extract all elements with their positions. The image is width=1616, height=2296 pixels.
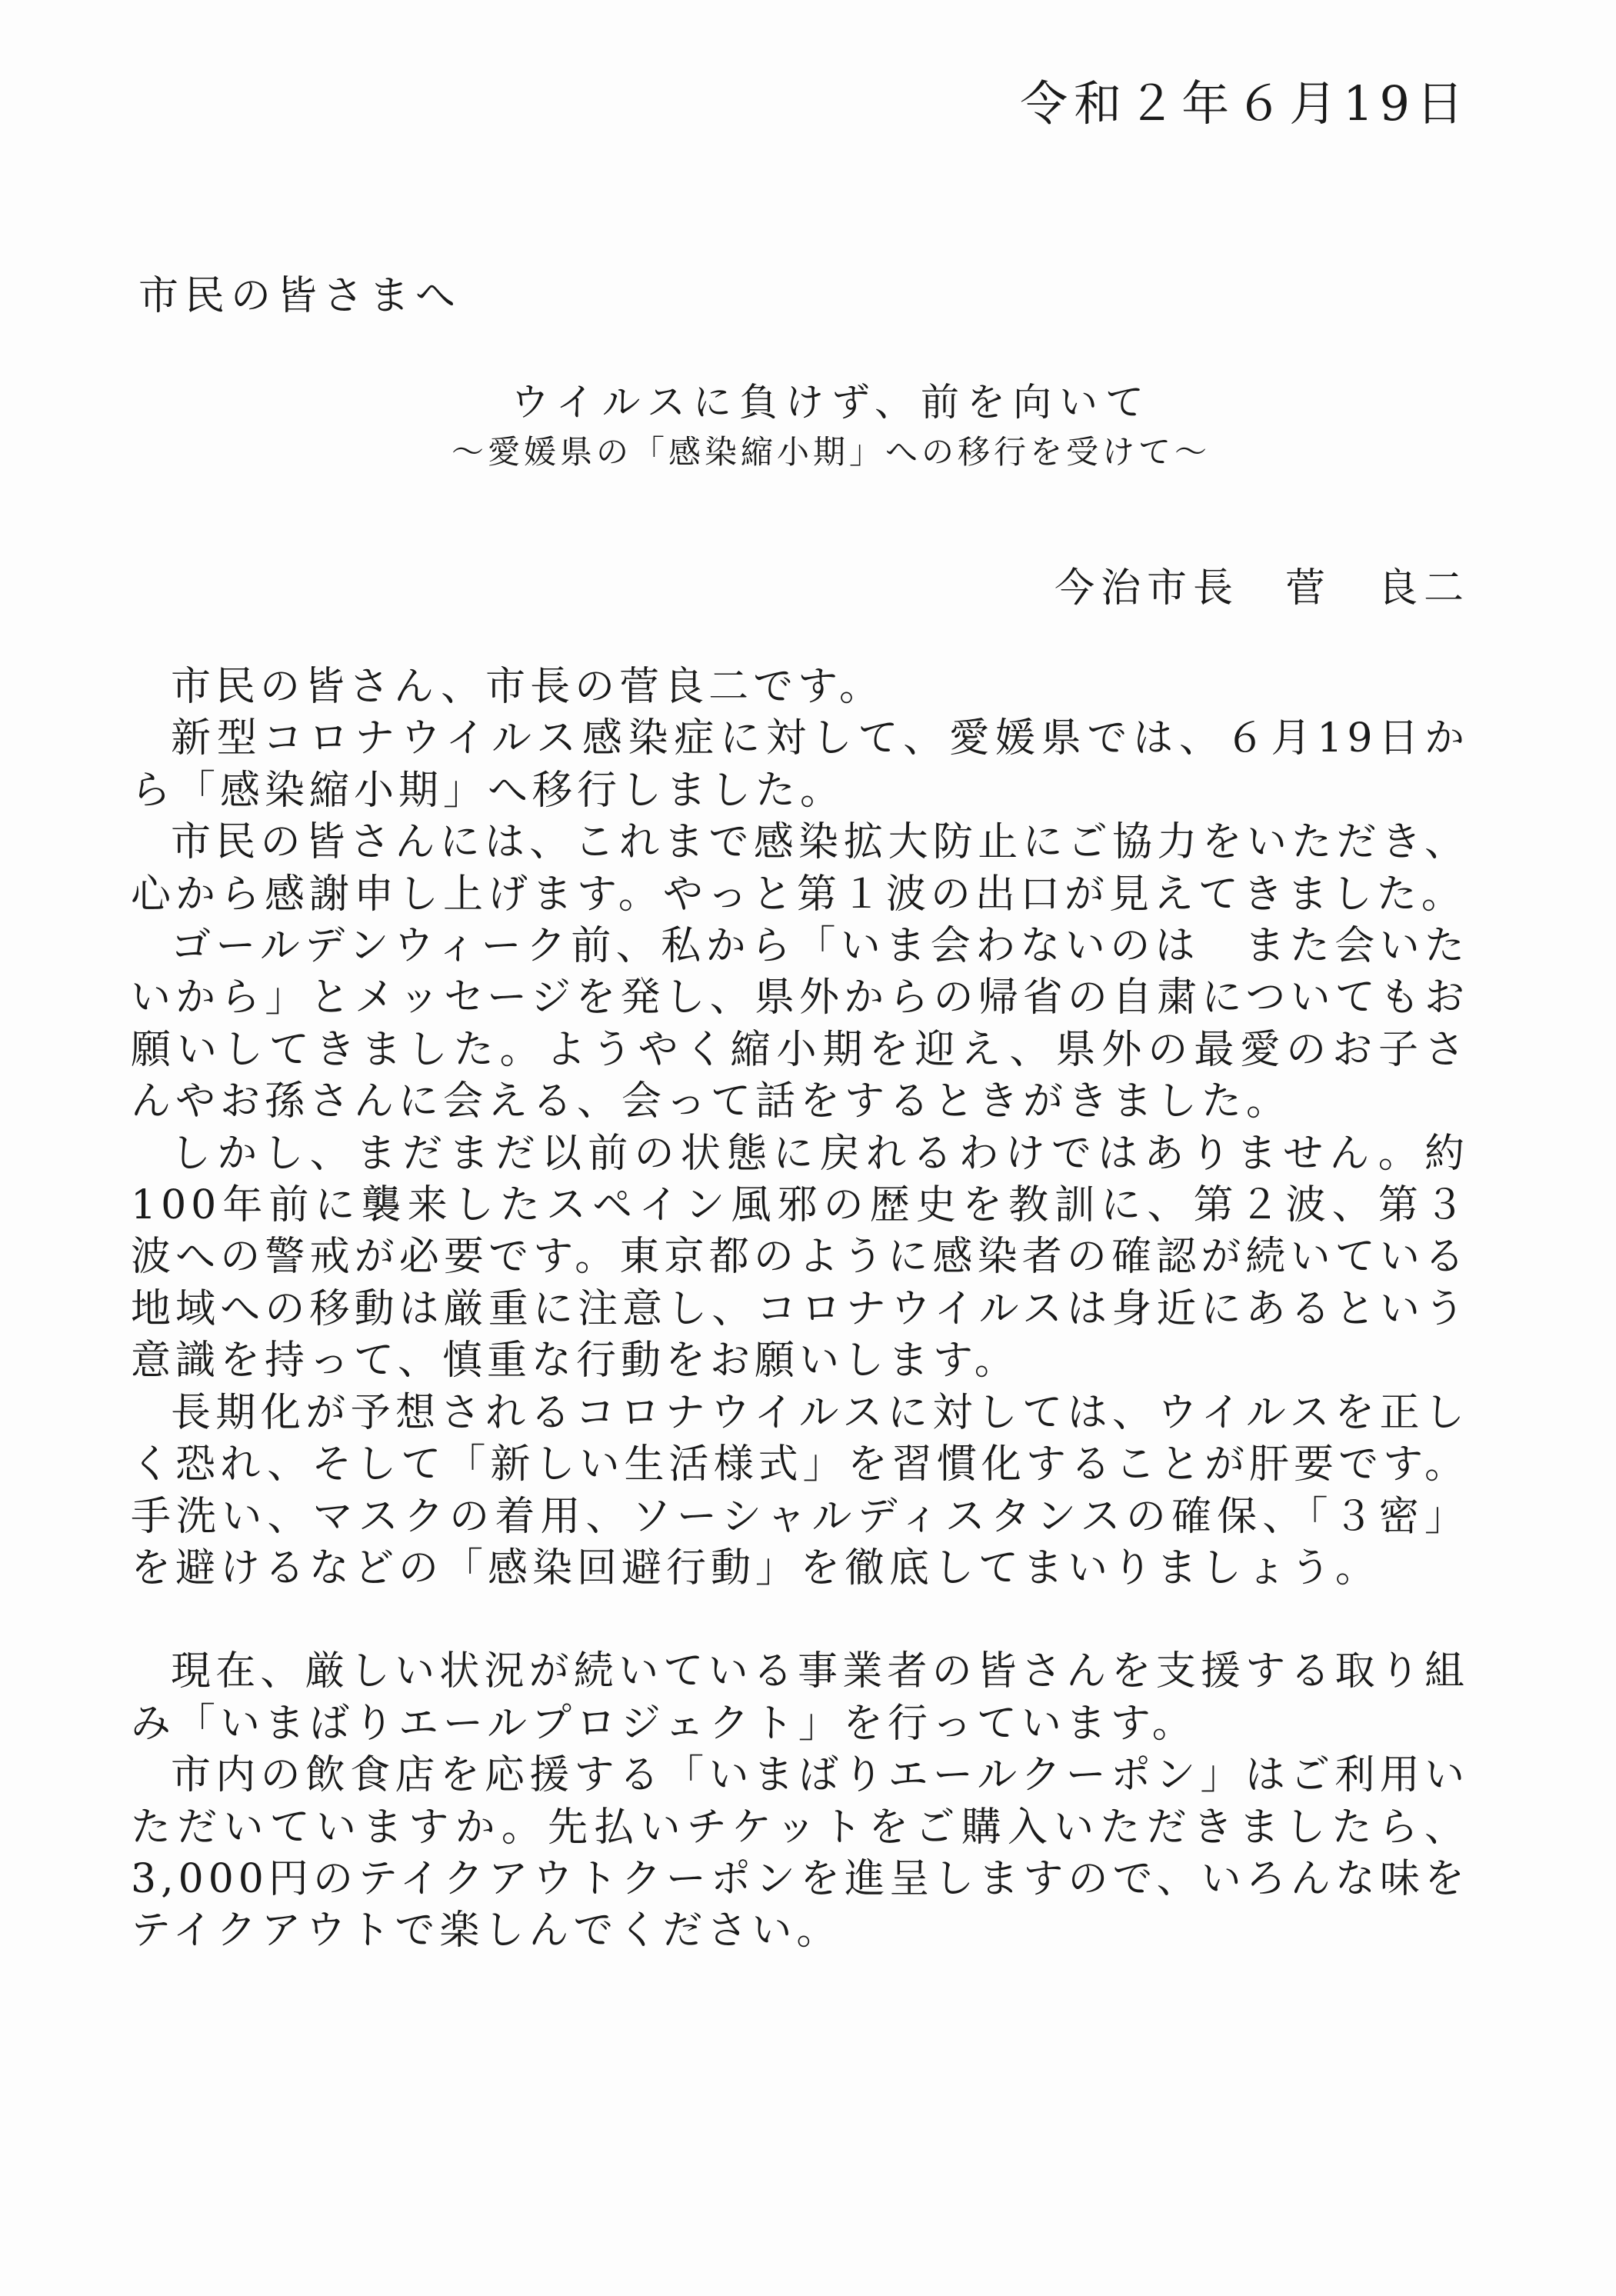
document-title: ウイルスに負けず、前を向いて xyxy=(511,380,1151,425)
paragraph: しかし、まだまだ以前の状態に戻れるわけではありません。約100年前に襲来したスペイン風邪の歴史を教訓に、第２波、第３波への警戒が必要です。東京都のように感染者の確認が続いている地域への移動は厳重に注意し、コロナウイルスは身近にあるという意識を持って、慎重な行動をお願いします。 xyxy=(131,1130,1469,1385)
title-block xyxy=(0,377,1616,474)
document-subtitle: ～愛媛県の「感染縮小期」への移行を受けて～ xyxy=(451,433,1211,471)
paragraph: 市民の皆さんには、これまで感染拡大防止にご協力をいただき、心から感謝申し上げます。やっと第１波の出口が見えてきました。 xyxy=(131,819,1469,918)
paragraph: 市内の飲食店を応援する「いまばりエールクーポン」はご利用いただいていますか。先払いチケットをご購入いただきましたら、3,000円のテイクアウトクーポンを進呈しますので、いろんな味をテイクアウトで楽しんでください。 xyxy=(131,1752,1469,1954)
paragraph: 現在、厳しい状況が続いている事業者の皆さんを支援する取り組み「いまばりエールプロジェクト」を行っています。 xyxy=(131,1648,1469,1747)
paragraph: 新型コロナウイルス感染症に対して、愛媛県では、６月19日から「感染縮小期」へ移行しました。 xyxy=(131,715,1469,814)
letter-body xyxy=(131,661,1469,1958)
addressee: 市民の皆さまへ xyxy=(138,273,462,319)
document-date: 令和２年６月19日 xyxy=(1020,75,1470,132)
paragraph: 市民の皆さん、市長の菅良二です。 xyxy=(171,664,884,710)
paragraph: 長期化が予想されるコロナウイルスに対しては、ウイルスを正しく恐れ、そして「新しい生活様式」を習慣化することが肝要です。手洗い、マスクの着用、ソーシャルディスタンスの確保、「３密」を避けるなどの「感染回避行動」を徹底してまいりましょう。 xyxy=(131,1389,1469,1591)
author-signature: 今治市長 菅 良二 xyxy=(1054,565,1470,611)
paragraph: ゴールデンウィーク前、私から「いま会わないのは また会いたいから」とメッセージを発し、県外からの帰省の自粛についてもお願いしてきました。ようやく縮小期を迎え、県外の最愛のお子さんやお孫さんに会える、会って話をするときがきました。 xyxy=(131,923,1469,1125)
